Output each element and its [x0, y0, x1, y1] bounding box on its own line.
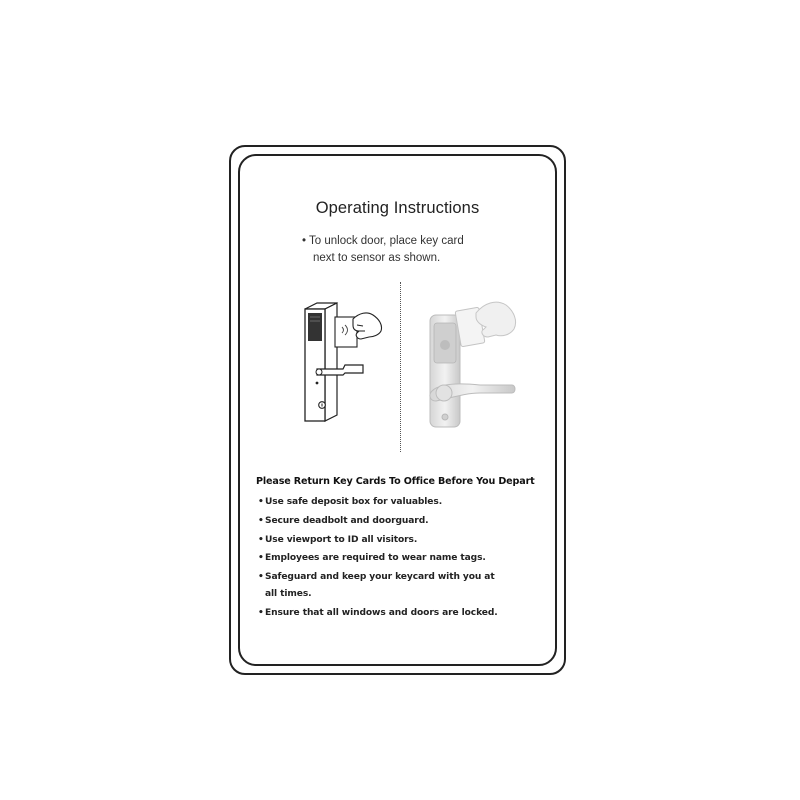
card-title: Operating Instructions: [315, 199, 480, 217]
unlock-instruction-line-1: • To unlock door, place key card: [302, 235, 464, 247]
rule-text: all times.: [265, 589, 312, 599]
bullet: •: [258, 497, 264, 507]
rule-text: Use viewport to ID all visitors.: [265, 535, 418, 545]
rule-item: [258, 535, 417, 545]
lock-line-drawing-icon: [295, 295, 390, 435]
rule-text: Employees are required to wear name tags.: [265, 553, 486, 563]
illustration-divider: [400, 282, 401, 452]
bullet: •: [258, 553, 264, 563]
bullet: •: [258, 535, 264, 545]
rule-item: [258, 553, 486, 563]
rule-item-continuation: [265, 589, 312, 599]
bullet: •: [258, 516, 264, 526]
bullet: •: [258, 608, 264, 618]
rule-text: Safeguard and keep your keycard with you at: [265, 572, 495, 582]
lock-photo-icon: [420, 295, 530, 435]
rule-text: Use safe deposit box for valuables.: [265, 497, 443, 507]
notice-heading: Please Return Key Cards To Office Before You Depart: [256, 476, 535, 487]
rule-item: [258, 516, 428, 526]
rule-item: [258, 608, 498, 618]
rule-item: [258, 497, 442, 507]
unlock-instruction-line-2: next to sensor as shown.: [313, 252, 441, 264]
rule-text: Ensure that all windows and doors are locked.: [265, 608, 498, 618]
bullet: •: [258, 572, 264, 582]
rule-text: Secure deadbolt and doorguard.: [265, 516, 429, 526]
rule-item: [258, 572, 495, 582]
